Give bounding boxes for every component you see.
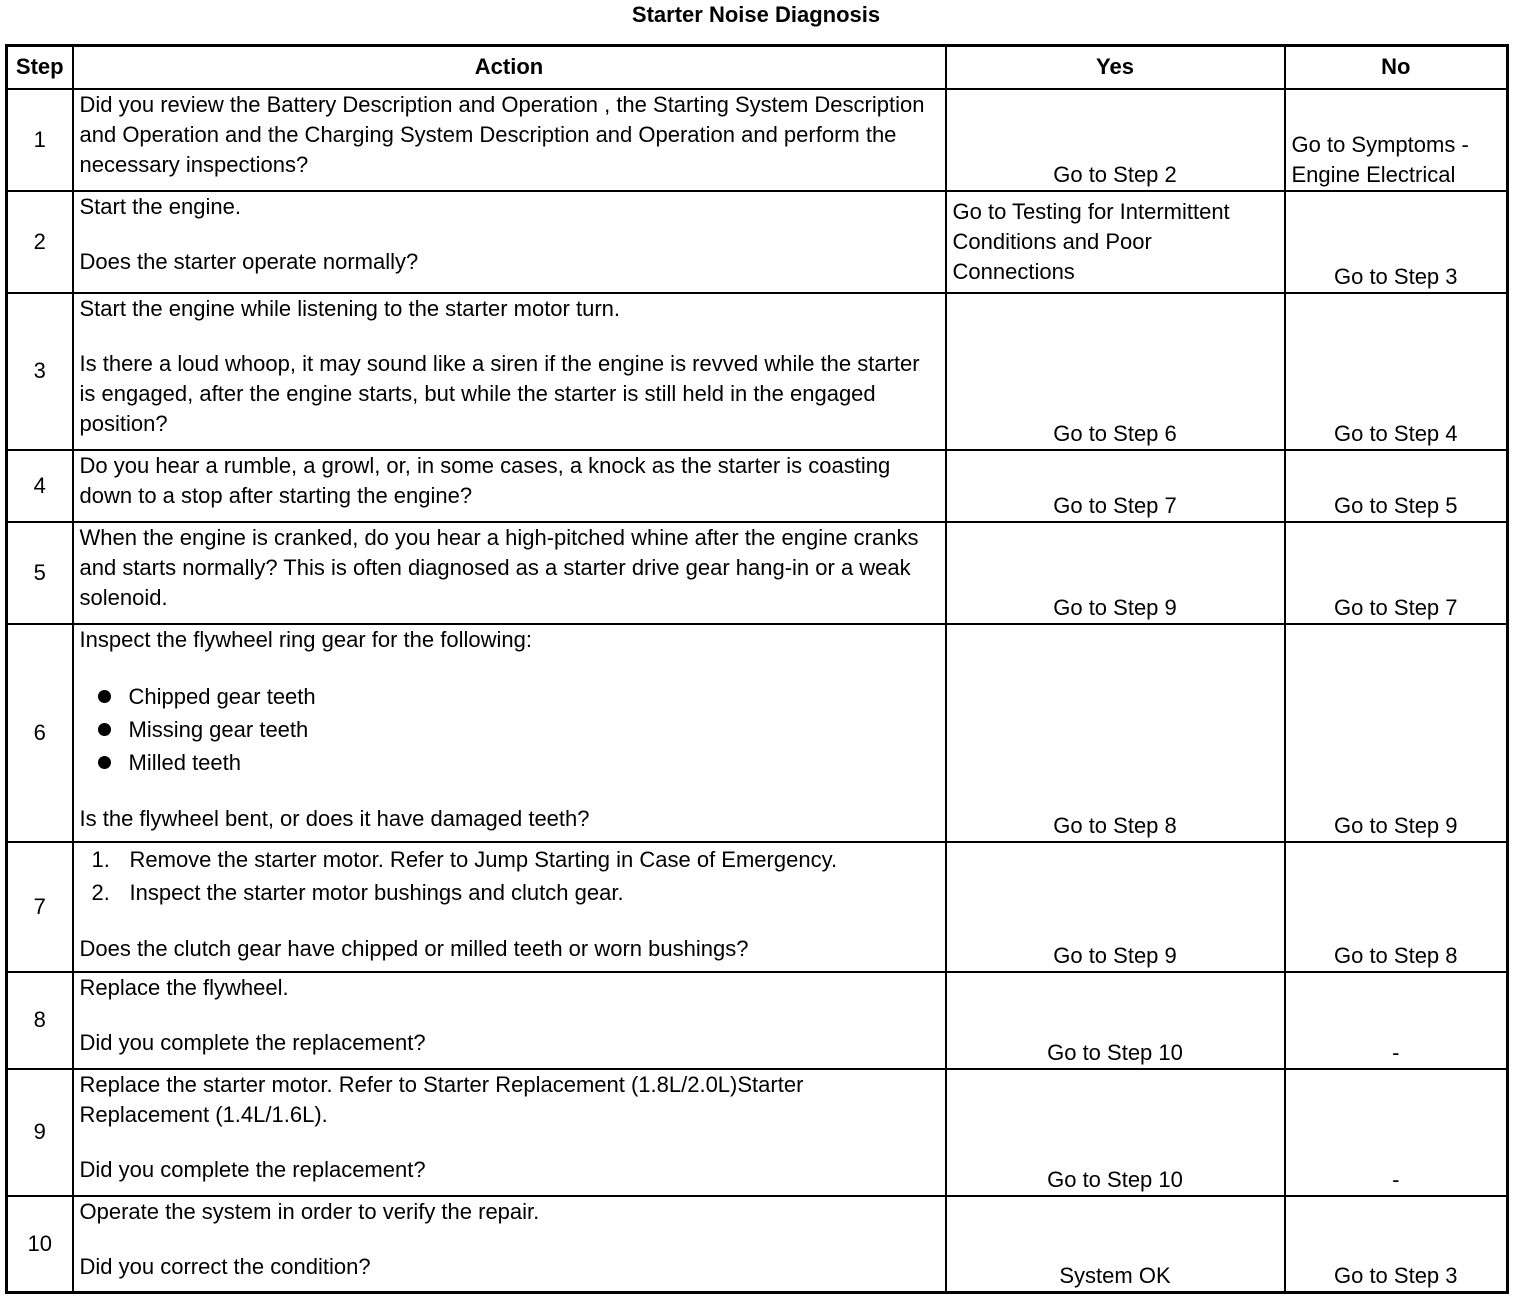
- no-cell: Go to Step 7: [1285, 522, 1508, 624]
- action-cell: [73, 1069, 946, 1196]
- no-cell: Go to Step 5: [1285, 450, 1508, 522]
- action-text: Replace the starter motor. Refer to Starter Replacement (1.8L/2.0L)Starter Replacement (1.4L/1.6L).: [79, 1071, 804, 1127]
- question-text: Did you correct the condition?: [79, 1253, 371, 1279]
- step-number: 4: [7, 450, 73, 522]
- step-number: 6: [7, 624, 73, 842]
- list-item: [80, 713, 939, 746]
- no-cell: -: [1285, 1069, 1508, 1196]
- action-cell: [73, 624, 946, 842]
- table-row: [7, 1196, 1508, 1293]
- question-text: Is there a loud whoop, it may sound like a siren if the engine is revved while the starter is engaged, after the engine starts, but while the starter is still held in the engaged position?: [79, 350, 920, 436]
- yes-cell: Go to Step 7: [946, 450, 1285, 522]
- action-cell: [73, 972, 946, 1069]
- list-item-text: Milled teeth: [128, 749, 242, 775]
- action-cell: [73, 450, 946, 522]
- table-row: [7, 972, 1508, 1069]
- action-text: Do you hear a rumble, a growl, or, in some cases, a knock as the starter is coasting down to a stop after starting the engine?: [79, 452, 891, 508]
- list-item: [80, 680, 939, 713]
- table-row: [7, 191, 1508, 293]
- action-text: Inspect the flywheel ring gear for the following:: [79, 626, 532, 652]
- step-number: 5: [7, 522, 73, 624]
- bullet-list: [80, 680, 939, 779]
- page-title: Starter Noise Diagnosis: [631, 2, 881, 27]
- table-row: [7, 842, 1508, 972]
- action-cell: [73, 191, 946, 293]
- no-cell: -: [1285, 972, 1508, 1069]
- yes-cell: Go to Step 10: [946, 1069, 1285, 1196]
- question-text: Is the flywheel bent, or does it have damaged teeth?: [79, 805, 590, 831]
- header-no: No: [1285, 46, 1508, 89]
- action-text: Start the engine.: [79, 193, 241, 219]
- action-text: Start the engine while listening to the starter motor turn.: [79, 295, 621, 321]
- yes-cell: Go to Step 9: [946, 522, 1285, 624]
- numbered-list: [80, 843, 939, 909]
- yes-cell: Go to Step 10: [946, 972, 1285, 1069]
- step-number: 7: [7, 842, 73, 972]
- step-number: 2: [7, 191, 73, 293]
- table-row: [7, 450, 1508, 522]
- bullet-icon: [98, 756, 111, 769]
- yes-cell: Go to Step 8: [946, 624, 1285, 842]
- step-number: 8: [7, 972, 73, 1069]
- action-cell: [73, 293, 946, 450]
- list-item-text: Inspect the starter motor bushings and clutch gear.: [129, 879, 624, 905]
- bullet-icon: [98, 690, 111, 703]
- no-cell: Go to Step 4: [1285, 293, 1508, 450]
- action-cell: [73, 522, 946, 624]
- question-text: Does the clutch gear have chipped or milled teeth or worn bushings?: [79, 935, 749, 961]
- question-text: Did you complete the replacement?: [79, 1029, 426, 1055]
- table-row: [7, 89, 1508, 191]
- yes-cell: Go to Step 2: [946, 89, 1285, 191]
- list-item-text: Chipped gear teeth: [128, 683, 316, 709]
- no-cell: Go to Step 3: [1285, 1196, 1508, 1293]
- step-number: 1: [7, 89, 73, 191]
- list-item-text: Remove the starter motor. Refer to Jump Starting in Case of Emergency.: [129, 846, 838, 872]
- no-cell: Go to Step 8: [1285, 842, 1508, 972]
- question-text: Does the starter operate normally?: [79, 248, 419, 274]
- step-number: 3: [7, 293, 73, 450]
- header-action: Action: [73, 46, 946, 89]
- yes-cell: Go to Testing for Intermittent Conditions and Poor Connections: [946, 191, 1285, 293]
- yes-cell: Go to Step 9: [946, 842, 1285, 972]
- list-item: [80, 746, 939, 779]
- bullet-icon: [98, 723, 111, 736]
- list-number: 2.: [91, 879, 110, 905]
- action-text: Operate the system in order to verify the repair.: [79, 1198, 540, 1224]
- action-cell: [73, 842, 946, 972]
- action-text: Did you review the Battery Description and Operation , the Starting System Description and Operation and the Charging System Description and Operation and perform the necessary inspections?: [79, 91, 925, 177]
- table-row: [7, 293, 1508, 450]
- list-item: [80, 843, 939, 876]
- yes-cell: Go to Step 6: [946, 293, 1285, 450]
- list-number: 1.: [91, 846, 110, 872]
- action-text: When the engine is cranked, do you hear a high-pitched whine after the engine cranks and starts normally? This is often diagnosed as a starter drive gear hang-in or a weak solenoid.: [79, 524, 919, 610]
- diagnosis-table: [5, 44, 1509, 1294]
- action-text: Replace the flywheel.: [79, 974, 289, 1000]
- list-item-text: Missing gear teeth: [128, 716, 309, 742]
- step-number: 9: [7, 1069, 73, 1196]
- header-row: [7, 46, 1508, 89]
- header-step: Step: [7, 46, 73, 89]
- table-row: [7, 624, 1508, 842]
- table-row: [7, 522, 1508, 624]
- table-row: [7, 1069, 1508, 1196]
- action-cell: [73, 89, 946, 191]
- question-text: Did you complete the replacement?: [79, 1156, 426, 1182]
- no-cell: Go to Step 3: [1285, 191, 1508, 293]
- no-cell: Go to Step 9: [1285, 624, 1508, 842]
- list-item: [80, 876, 939, 909]
- action-cell: [73, 1196, 946, 1293]
- yes-cell: System OK: [946, 1196, 1285, 1293]
- step-number: 10: [7, 1196, 73, 1293]
- no-cell: Go to Symptoms - Engine Electrical: [1285, 89, 1508, 191]
- header-yes: Yes: [946, 46, 1285, 89]
